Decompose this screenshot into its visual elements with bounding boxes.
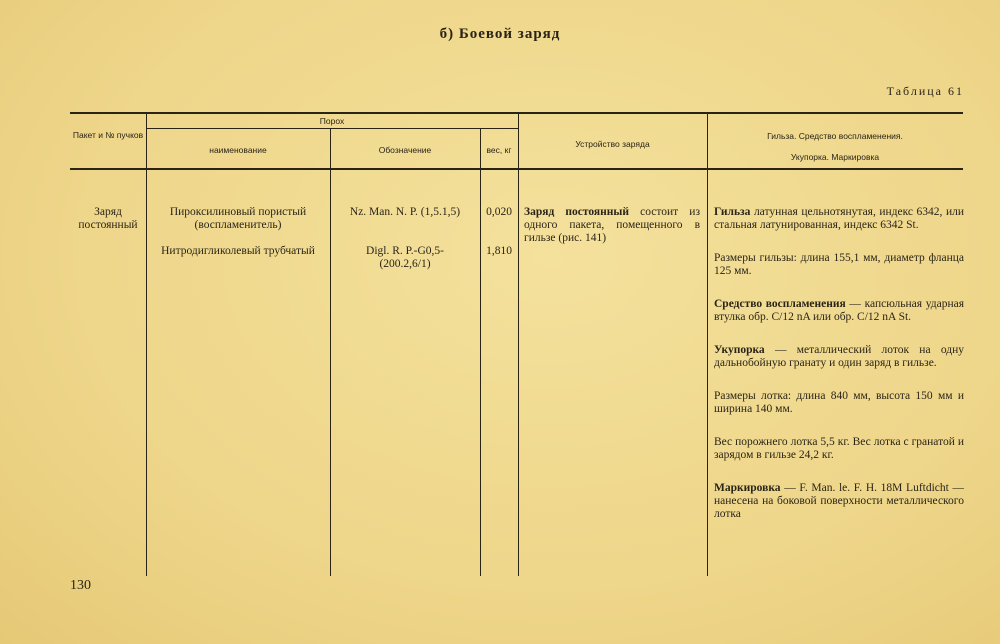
- header-naim: наименование: [209, 145, 267, 155]
- note-1-text: латунная цельнотянутая, индекс 6342, или стальная латунированная, индекс 6342 St.: [714, 206, 964, 231]
- cell-powder-2-weight: 1,810: [486, 245, 512, 257]
- note-4: [714, 344, 964, 370]
- note-2: [714, 252, 964, 278]
- note-6: [714, 436, 964, 462]
- header-ustr: Устройство заряда: [575, 139, 650, 149]
- cell-powder-1-weight: 0,020: [486, 206, 512, 218]
- col-divider-2: [330, 129, 331, 576]
- header-gilza: Гильза. Средство воспламенения.: [767, 131, 903, 141]
- cell-device: [524, 206, 700, 245]
- note-5-text: Размеры лотка: длина 840 мм, высота 150 мм и ширина 140 мм.: [714, 390, 964, 415]
- note-1-bold: Гильза: [714, 206, 751, 218]
- note-7: [714, 482, 964, 521]
- table-label: Таблица 61: [886, 84, 964, 98]
- header-bottom-rule: [70, 168, 963, 170]
- header-ves: вес, кг: [486, 145, 512, 155]
- header-packet: Пакет и № пучков: [72, 130, 144, 140]
- col-divider-5: [707, 114, 708, 576]
- porokh-rule: [146, 128, 518, 129]
- cell-powder-2-name: Нитродигликолевый трубчатый: [161, 245, 315, 257]
- device-bold: Заряд постоянный: [524, 206, 629, 218]
- cell-powder-1-name: Пироксилиновый пористый (воспламенитель): [169, 206, 307, 231]
- header-porokh: Порох: [319, 116, 345, 126]
- note-3: [714, 298, 964, 324]
- cell-powder-2-code: Digl. R. P.-G0,5-(200.2,6/1): [366, 245, 444, 270]
- col-divider-4: [518, 114, 519, 576]
- note-6-text: Вес порожнего лотка 5,5 кг. Вес лотка с гранатой и зарядом в гильзе 24,2 кг.: [714, 436, 964, 461]
- page-number: 130: [70, 578, 91, 593]
- note-3-bold: Средство воспламенения: [714, 298, 846, 310]
- col-divider-1: [146, 114, 147, 576]
- section-title: б) Боевой заряд: [439, 26, 561, 42]
- note-4-text: — металлический лоток на одну дальнобойную гранату и один заряд в гильзе.: [714, 344, 964, 369]
- cell-packet: Заряд постоянный: [78, 206, 138, 231]
- note-2-text: Размеры гильзы: длина 155,1 мм, диаметр фланца 125 мм.: [714, 252, 964, 277]
- col-divider-3: [480, 129, 481, 576]
- note-1: [714, 206, 964, 232]
- note-7-bold: Маркировка: [714, 482, 781, 494]
- note-3-text: — капсюльная ударная втулка обр. C/12 nA или обр. C/12 nA St.: [714, 298, 964, 323]
- note-7-text: — F. Man. le. F. H. 18M Luftdicht — нанесена на боковой поверхности металлического лотка: [714, 482, 964, 520]
- header-oboz: Обозначение: [378, 145, 432, 155]
- header-ukup: Укупорка. Маркировка: [790, 152, 880, 162]
- note-4-bold: Укупорка: [714, 344, 765, 356]
- device-rest: состоит из одного пакета, помещенного в гильзе (рис. 141): [524, 206, 701, 244]
- note-5: [714, 390, 964, 416]
- table-top-rule: [70, 112, 963, 114]
- cell-powder-1-code: Nz. Man. N. P. (1,5.1,5): [349, 206, 461, 218]
- cell-notes: [714, 206, 964, 541]
